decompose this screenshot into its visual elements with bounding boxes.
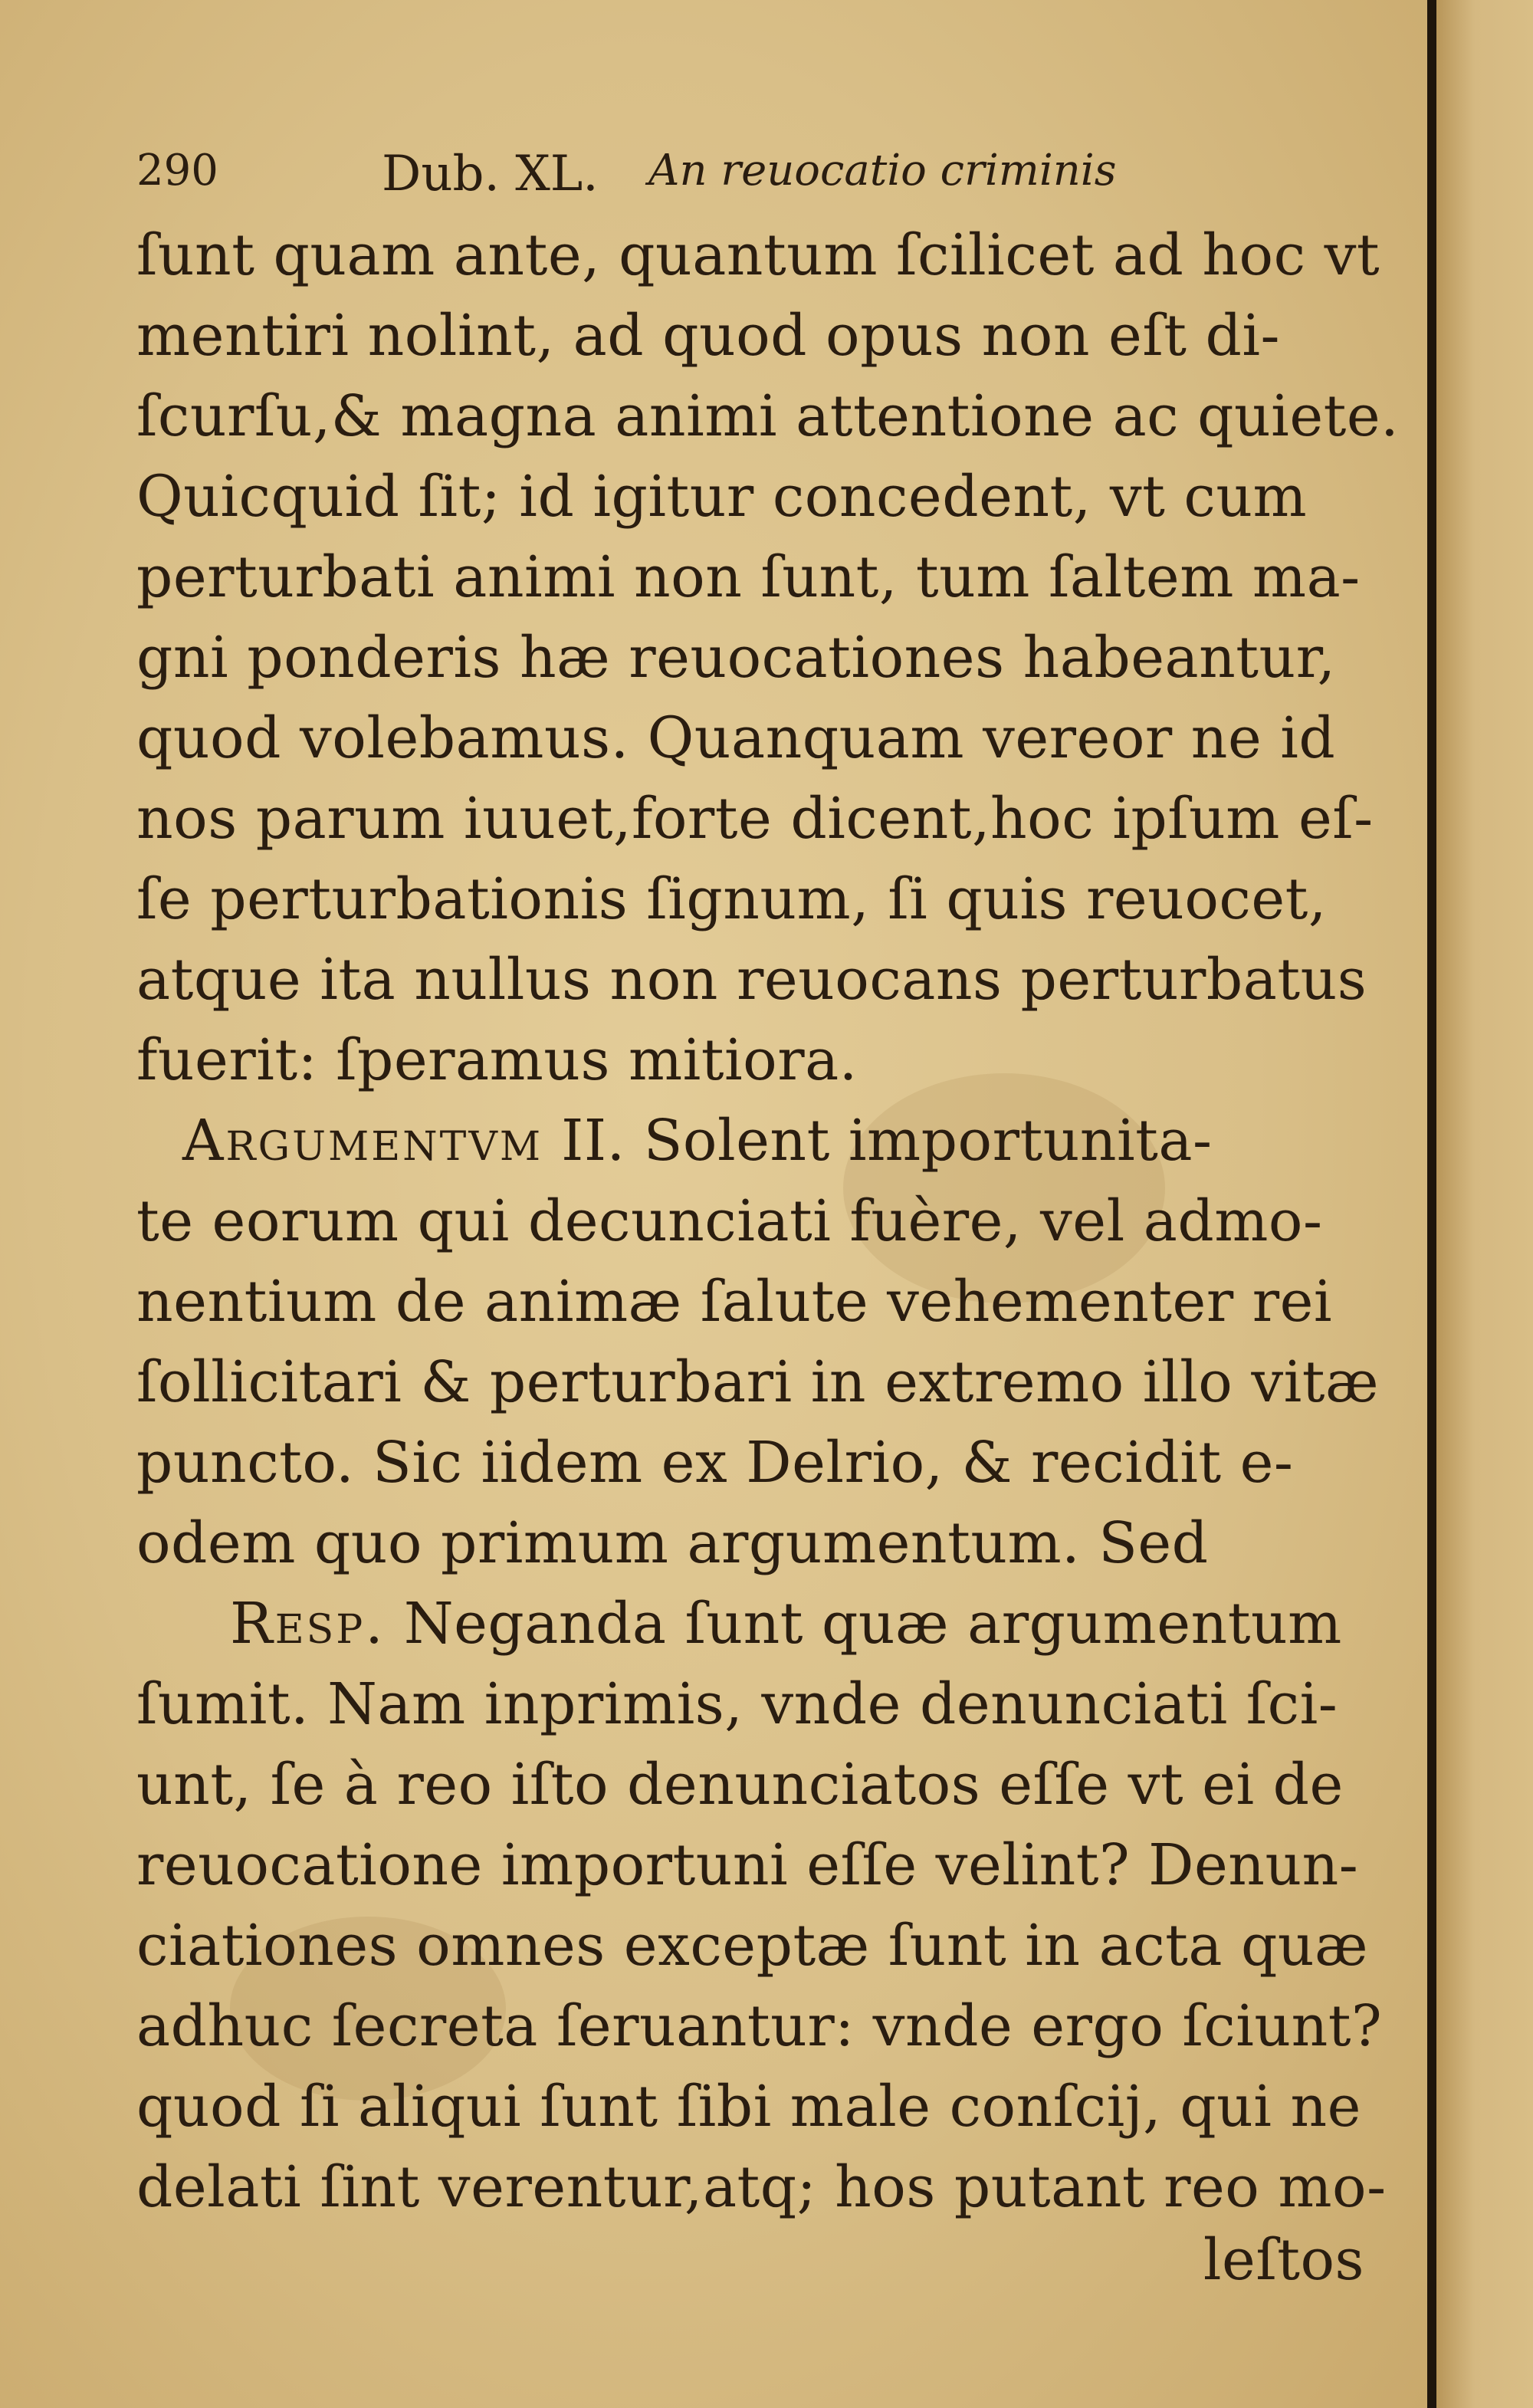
text-line: perturbati animi non ſunt, tum ſaltem ma- bbox=[136, 544, 1361, 610]
argumentum-label: Argumentvm bbox=[182, 1108, 543, 1174]
responsio-first-text: Neganda ſunt quæ argumentum bbox=[403, 1591, 1342, 1657]
text-line: unt, ſe à reo iſto denunciatos eſſe vt ei de bbox=[136, 1752, 1344, 1818]
text-line: odem quo primum argumentum. Sed bbox=[136, 1510, 1209, 1576]
text-line: adhuc ſecreta ſeruantur: vnde ergo ſciunt? bbox=[136, 1993, 1383, 2059]
responsio-heading-line bbox=[230, 1585, 1456, 1662]
responsio-label: Resp. bbox=[230, 1591, 386, 1657]
argumentum-heading-line bbox=[182, 1102, 1409, 1179]
text-line: ciationes omnes exceptæ ſunt in acta quæ bbox=[136, 1913, 1369, 1979]
text-line: Quicquid ſit; id igitur concedent, vt cum bbox=[136, 464, 1308, 530]
text-line: quod volebamus. Quanquam vereor ne id bbox=[136, 705, 1336, 771]
argumentum-number: II. bbox=[561, 1108, 625, 1174]
text-line: delati ſint verentur,atq; hos putant reo mo- bbox=[136, 2154, 1387, 2220]
text-line: nentium de animæ ſalute vehementer rei bbox=[136, 1269, 1333, 1335]
text-line: fuerit: ſperamus mitiora. bbox=[136, 1027, 858, 1093]
text-line: ſcurſu,& magna animi attentione ac quiete. bbox=[136, 383, 1400, 449]
text-line: nos parum iuuet,forte dicent,hoc ipſum eſ- bbox=[136, 786, 1374, 852]
book-gutter bbox=[1427, 0, 1436, 2408]
text-line: ſunt quam ante, quantum ſcilicet ad hoc vt bbox=[136, 222, 1380, 288]
adjacent-page-edge bbox=[1436, 0, 1533, 2408]
text-line: mentiri nolint, ad quod opus non eſt di- bbox=[136, 303, 1281, 369]
text-line: ſollicitari & perturbari in extremo illo vitæ bbox=[136, 1349, 1380, 1415]
text-line: te eorum qui decunciati fuère, vel admo- bbox=[136, 1188, 1323, 1254]
running-title: An reuocatio criminis bbox=[648, 146, 1117, 195]
text-line: puncto. Sic iidem ex Delrio, & recidit e- bbox=[136, 1430, 1294, 1496]
page-number: 290 bbox=[136, 146, 218, 195]
text-line: reuocatione importuni eſſe velint? Denun- bbox=[136, 1832, 1359, 1898]
catchword: leſtos bbox=[1203, 2227, 1364, 2293]
text-line: quod ſi aliqui ſunt ſibi male conſcij, qui ne bbox=[136, 2074, 1361, 2140]
argumentum-first-text: Solent importunita- bbox=[643, 1108, 1213, 1174]
dubium-label: Dub. XL. bbox=[382, 146, 599, 202]
text-line: gni ponderis hæ reuocationes habeantur, bbox=[136, 625, 1336, 691]
text-line: ſe perturbationis ſignum, ſi quis reuocet, bbox=[136, 866, 1327, 932]
text-line: atque ita nullus non reuocans perturbatus bbox=[136, 947, 1367, 1013]
text-line: ſumit. Nam inprimis, vnde denunciati ſci- bbox=[136, 1671, 1338, 1737]
running-header bbox=[136, 115, 1363, 202]
